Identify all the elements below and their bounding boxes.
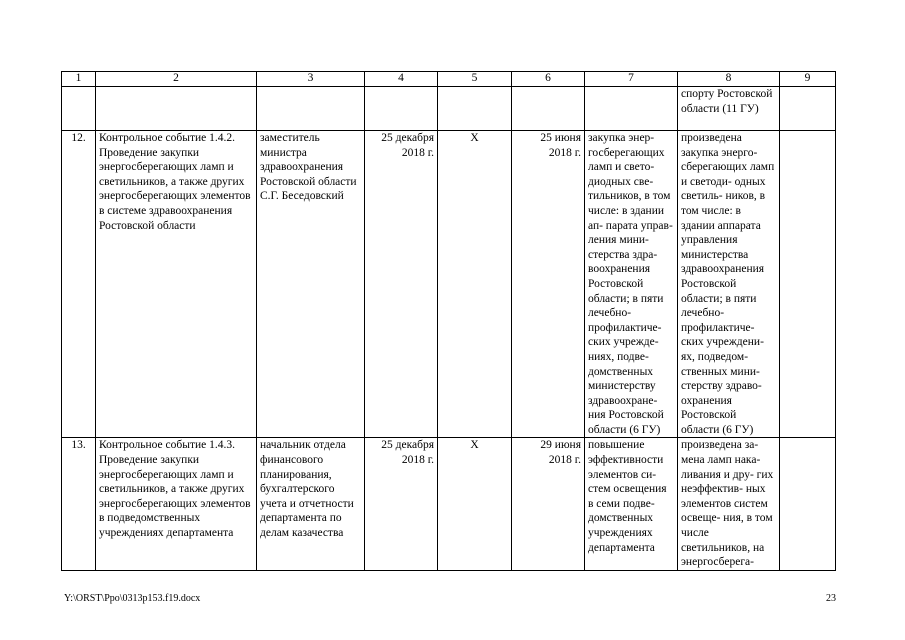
expected-result-cell <box>585 87 678 131</box>
table-header-row <box>62 72 836 87</box>
column-header: 7 <box>585 72 678 87</box>
fact-date-cell: 29 июня 2018 г. <box>512 438 585 570</box>
expected-result-cell: закупка энер- госберегающих ламп и свето- диодных све- тильников, в том числе: в здании ап- парата управ- ления мини- стерства здра- воохранения Ростовской области; в пяти лечебно- профилактиче- ских учрежде- ниях, подве- домственных министерству здравоохране- ния Ростовской области (6 ГУ) <box>585 131 678 438</box>
column-5-cell <box>438 87 512 131</box>
row-number-cell <box>62 87 96 131</box>
column-header: 5 <box>438 72 512 87</box>
actual-result-cell: спорту Ростовской области (11 ГУ) <box>678 87 780 131</box>
column-header: 2 <box>96 72 257 87</box>
column-header: 8 <box>678 72 780 87</box>
responsible-cell: начальник отдела финансового планирования, бухгалтерского учета и отчетности департамента по делам казачества <box>257 438 365 570</box>
page-number: 23 <box>826 593 836 604</box>
column-5-cell: Х <box>438 131 512 438</box>
column-header: 1 <box>62 72 96 87</box>
column-header: 9 <box>780 72 836 87</box>
event-cell <box>96 87 257 131</box>
note-cell <box>780 131 836 438</box>
column-header: 6 <box>512 72 585 87</box>
report-table <box>61 71 836 571</box>
note-cell <box>780 87 836 131</box>
note-cell <box>780 438 836 570</box>
fact-date-cell: 25 июня 2018 г. <box>512 131 585 438</box>
event-cell: Контрольное событие 1.4.3. Проведение закупки энергосберегающих ламп и светильников, а также других энергосберегающих элементов в подведомственных учреждениях департамента <box>96 438 257 570</box>
column-header: 3 <box>257 72 365 87</box>
plan-date-cell <box>365 87 438 131</box>
row-number-cell: 12. <box>62 131 96 438</box>
actual-result-cell: произведена закупка энерго- сберегающих ламп и светоди- одных светиль- ников, в том числе: в здании аппарата управления министерства здравоохранения Ростовской области; в пяти лечебно- профилактиче- ских учреждени- ях, подведом- ственных мини- стерству здраво- охранения Ростовской области (6 ГУ) <box>678 131 780 438</box>
table-row <box>62 438 836 570</box>
plan-date-cell: 25 декабря 2018 г. <box>365 438 438 570</box>
table-row <box>62 131 836 438</box>
fact-date-cell <box>512 87 585 131</box>
responsible-cell <box>257 87 365 131</box>
file-path-footer: Y:\ORST\Ppo\0313p153.f19.docx <box>64 593 201 604</box>
event-cell: Контрольное событие 1.4.2. Проведение закупки энергосберегающих ламп и светильников, а также других энергосберегающих элементов в системе здравоохранения Ростовской области <box>96 131 257 438</box>
column-header: 4 <box>365 72 438 87</box>
table-row <box>62 87 836 131</box>
row-number-cell: 13. <box>62 438 96 570</box>
actual-result-cell: произведена за- мена ламп нака- ливания и дру- гих неэффектив- ных элементов систем освеще- ния, в том числе светильников, на энергосберега- <box>678 438 780 570</box>
expected-result-cell: повышение эффективности элементов си- стем освещения в семи подве- домственных учреждениях департамента <box>585 438 678 570</box>
column-5-cell: Х <box>438 438 512 570</box>
plan-date-cell: 25 декабря 2018 г. <box>365 131 438 438</box>
responsible-cell: заместитель министра здравоохранения Ростовской области С.Г. Беседовский <box>257 131 365 438</box>
